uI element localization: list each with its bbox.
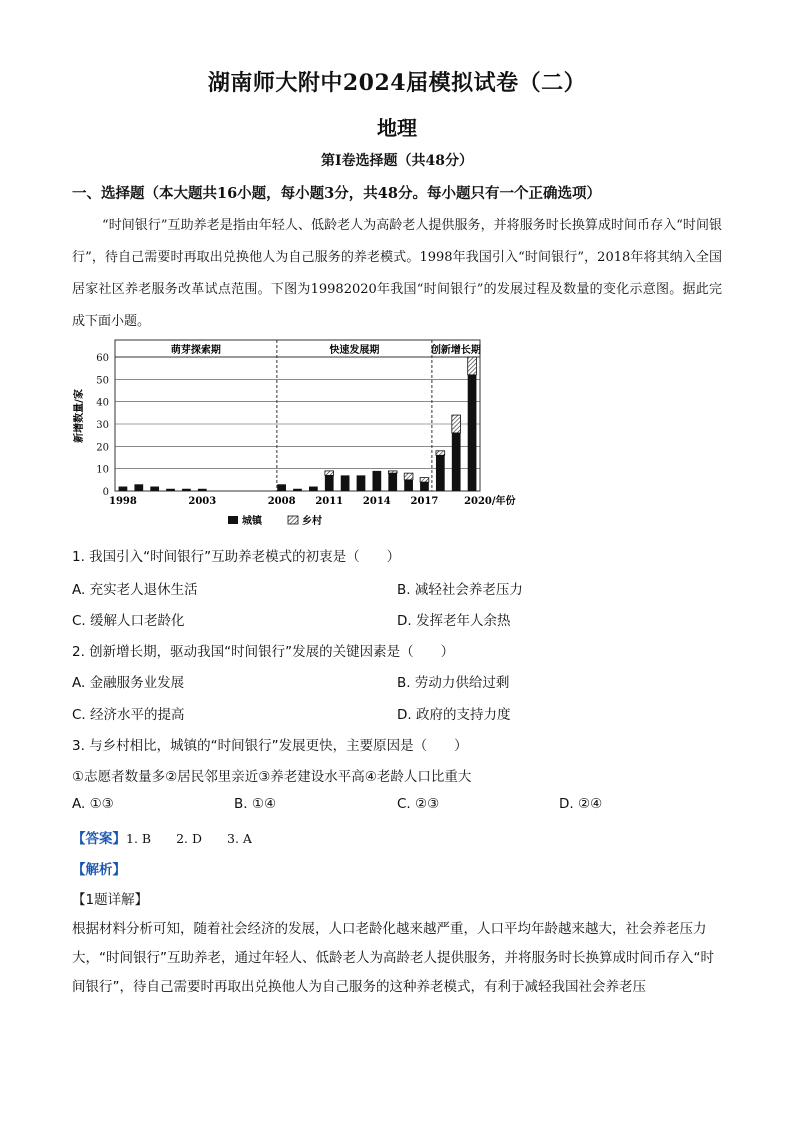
question-2-option-d[interactable]: D. 政府的支持力度 (397, 707, 511, 723)
question-3-option-c[interactable]: C. ②③ (397, 796, 440, 812)
time-bank-chart (70, 336, 516, 540)
analysis-label: 【解析】 (72, 862, 126, 878)
bar-urban (325, 475, 334, 491)
bar-rural (436, 451, 445, 455)
question-2-option-c[interactable]: C. 经济水平的提高 (72, 707, 185, 723)
material-paragraph (72, 210, 722, 338)
bar-urban (404, 480, 413, 491)
bar-urban (388, 473, 397, 491)
bar-urban (182, 489, 191, 491)
bar-urban (372, 471, 381, 491)
question-1-option-d[interactable]: D. 发挥老年人余热 (397, 613, 511, 629)
bar-urban (134, 484, 143, 491)
bar-urban (452, 433, 461, 491)
bar-urban (357, 475, 366, 491)
bar-urban (309, 487, 318, 491)
detail-text: 根据材料分析可知，随着社会经济的发展，人口老龄化越来越严重，人口平均年龄越来越大，社会养老压力大，“时间银行”互助养老，通过年轻人、低龄老人为高龄老人提供服务，并将服务时长换算成时间币存入“时间银行”，待自己需要时再取出兑换他人为自己服务的这种养老模式，有利于减轻我国社会养老压 (72, 921, 714, 995)
bar-urban (436, 455, 445, 491)
x-tick-label: 1998 (109, 496, 137, 507)
y-tick-label: 60 (96, 353, 109, 364)
legend-swatch-rural (288, 516, 298, 524)
answer-text: 1. B 2. D 3. A (126, 831, 252, 846)
bar-urban (293, 489, 302, 491)
period-label: 创新增长期 (430, 345, 481, 356)
section-heading: 一、选择题（本大题共16小题，每小题3分，共48分。每小题只有一个正确选项） (72, 185, 601, 202)
bar-urban (198, 489, 207, 491)
bar-rural (468, 357, 477, 375)
question-2-stem: 2. 创新增长期，驱动我国“时间银行”发展的关键因素是（ ） (72, 644, 455, 660)
detail-heading: 【1题详解】 (72, 892, 149, 908)
subject-title: 地理 (377, 116, 417, 140)
bar-rural (388, 471, 397, 473)
material-text: “时间银行”互助养老是指由年轻人、低龄老人为高龄老人提供服务，并将服务时长换算成时间币存入“时间银行”，待自己需要时再取出兑换他人为自己服务的养老模式。1998年我国引入“时间银行”，2018年将其纳入全国居家社区养老服务改革试点范围。下图为19982020年我国“时间银行”的发展过程及数量的变化示意图。据此完成下面小题。 (72, 218, 722, 329)
y-tick-label: 30 (96, 420, 109, 431)
bar-urban (468, 375, 477, 491)
legend-swatch-urban (228, 516, 238, 524)
bar-rural (452, 415, 461, 433)
bar-urban (119, 487, 128, 491)
bar-urban (420, 482, 429, 491)
answer-label: 【答案】 (72, 831, 126, 847)
period-label: 快速发展期 (329, 345, 380, 356)
bar-rural (404, 473, 413, 480)
page-title: 湖南师大附中2024届模拟试卷（二） (207, 70, 587, 96)
question-1-option-a[interactable]: A. 充实老人退休生活 (72, 582, 198, 598)
question-3-option-b[interactable]: B. ①④ (234, 796, 277, 812)
question-1-option-c[interactable]: C. 缓解人口老龄化 (72, 613, 185, 629)
y-tick-label: 10 (96, 464, 109, 476)
chart-frame (115, 340, 480, 491)
period-label: 萌芽探索期 (170, 345, 221, 356)
question-3-option-d[interactable]: D. ②④ (559, 796, 603, 812)
bar-urban (166, 489, 175, 491)
y-tick-label: 20 (96, 442, 109, 454)
y-tick-label: 0 (102, 487, 109, 498)
answer-line (72, 827, 252, 847)
volume-heading: 第I卷选择题（共48分） (320, 153, 474, 169)
bar-urban (341, 475, 350, 491)
question-1-stem: 1. 我国引入“时间银行”互助养老模式的初衷是（ ） (72, 549, 401, 565)
x-tick-label: 2020/年份 (464, 496, 516, 507)
question-2-option-b[interactable]: B. 劳动力供给过剩 (397, 675, 510, 691)
question-3-option-a[interactable]: A. ①③ (72, 796, 114, 812)
chart-svg (70, 336, 516, 536)
bar-rural (325, 471, 334, 475)
bar-rural (420, 478, 429, 482)
y-axis-label: 新增数量/家 (74, 389, 85, 443)
x-tick-label: 2017 (410, 496, 439, 507)
question-1-option-b[interactable]: B. 减轻社会养老压力 (397, 582, 523, 598)
question-3-stem: 3. 与乡村相比，城镇的“时间银行”发展更快，主要原因是（ ） (72, 738, 468, 754)
y-tick-label: 40 (96, 397, 109, 409)
x-tick-label: 2011 (315, 496, 344, 507)
legend-label-urban: 城镇 (242, 516, 262, 527)
bar-urban (277, 484, 286, 491)
x-tick-label: 2014 (362, 496, 391, 507)
question-3-statements: ①志愿者数量多②居民邻里亲近③养老建设水平高④老龄人口比重大 (72, 769, 472, 785)
question-2-option-a[interactable]: A. 金融服务业发展 (72, 675, 185, 691)
legend-label-rural: 乡村 (302, 516, 322, 527)
x-tick-label: 2008 (267, 496, 296, 507)
bar-urban (150, 487, 159, 491)
x-tick-label: 2003 (188, 496, 217, 507)
y-tick-label: 50 (96, 375, 109, 387)
